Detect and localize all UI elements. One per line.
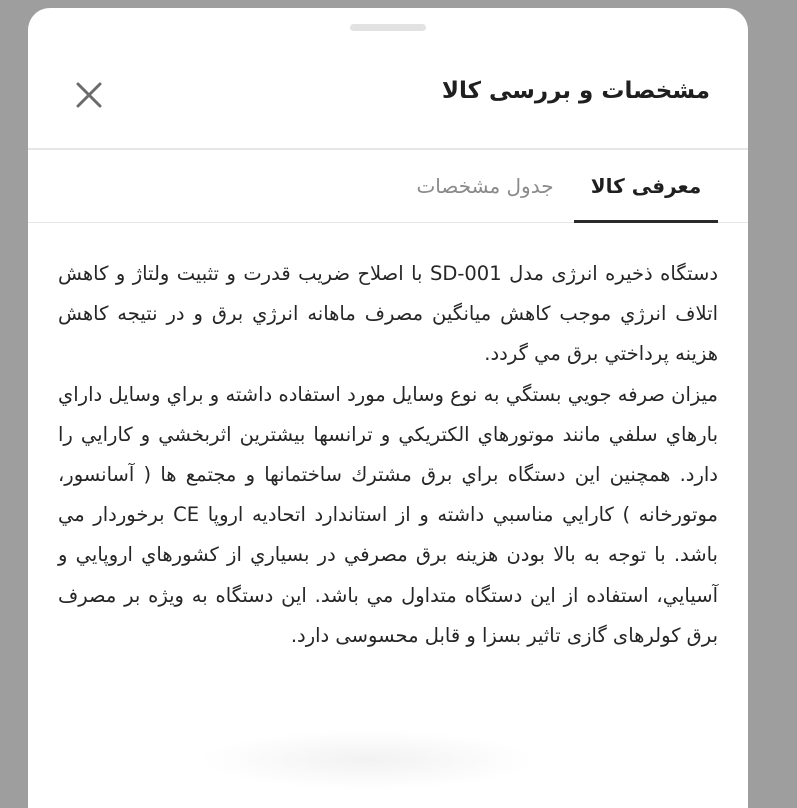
sheet-header: [28, 54, 748, 150]
tab-bar: [28, 150, 748, 223]
close-icon: [76, 82, 102, 108]
faded-content: [198, 730, 538, 790]
description-paragraph: دستگاه ذخیره انرژی مدل SD-001 با اصلاح ضریب قدرت و تثبیت ولتاژ و کاهش اتلاف انرژي موجب کاهش میانگین مصرف ماهانه انرژي برق و در نتیجه کاهش هزینه پرداختي برق مي گردد.: [58, 262, 719, 366]
product-description: [58, 254, 718, 656]
tab-specifications[interactable]: جدول مشخصات: [416, 174, 554, 198]
description-paragraph: میزان صرفه جويي بستگي به نوع وسایل مورد استفاده داشته و براي وسایل داراي بارهاي سلفي مانند موتورهاي الکتریکي و ترانسها بیشترین اثربخشي و کارايي را دارد. همچنین این دستگاه براي برق مشترك ساختمانها و مجتمع ها ( آسانسور، موتورخانه ) کارايي مناسبي داشته و از استاندارد اتحادیه اروپا CE برخوردار مي باشد. با توجه به بالا بودن هزینه برق مصرفي در بسیاري از کشورهاي اروپايي و آسیايي، استفاده از این دستگاه متداول مي باشد. این دستگاه به ویژه بر مصرف برق کولرهای گازی تاثیر بسزا و قابل محسوسی دارد.: [58, 382, 718, 647]
tab-product-intro[interactable]: معرفی کالا: [574, 150, 718, 222]
close-button[interactable]: [72, 78, 106, 112]
drag-handle[interactable]: [350, 24, 426, 31]
bottom-sheet: [28, 8, 748, 808]
sheet-title: مشخصات و بررسی کالا: [441, 78, 710, 104]
